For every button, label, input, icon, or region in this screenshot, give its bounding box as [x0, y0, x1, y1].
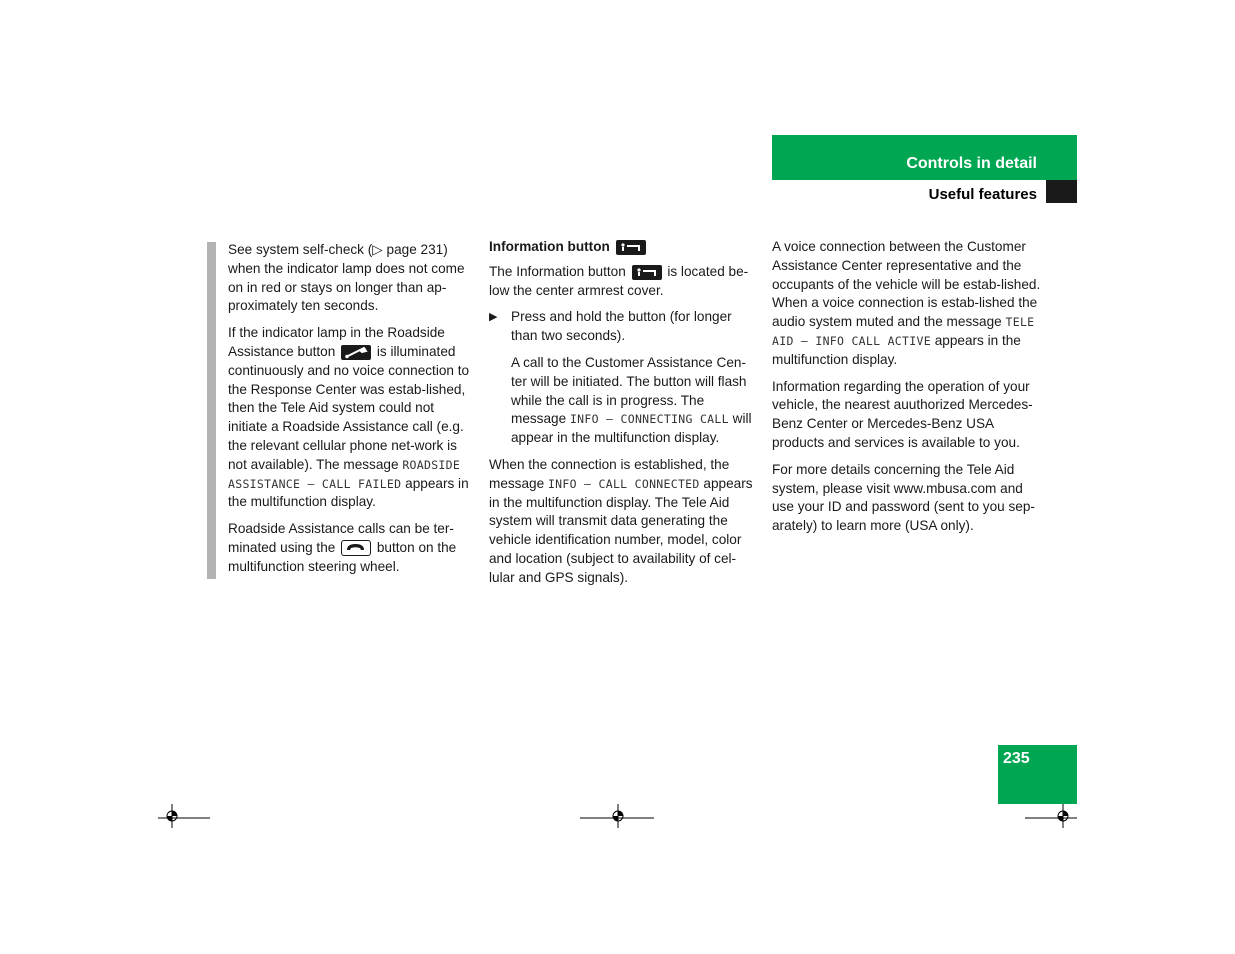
subsection-marker [1046, 180, 1077, 203]
display-message: TELE AID – INFO CALL ACTIVE [772, 315, 1035, 348]
page-number-box [998, 745, 1077, 804]
crop-mark-icon [158, 802, 212, 828]
column-left [228, 241, 476, 585]
paragraph-call-initiated: A call to the Customer Assistance Cen-ter will be initiated. The button will flash while the call is in progress. The message INFO – CONNECTING CALL will appear in the multifunction display. [511, 354, 752, 446]
section-title: Controls in detail [906, 155, 1037, 172]
column-middle [489, 238, 759, 596]
paragraph-self-check: See system self-check (▷ page 231) when the indicator lamp does not come on in red or stays on longer than ap-proximately ten seconds. [228, 242, 465, 314]
paragraph-connection-established: When the connection is established, the message INFO – CALL CONNECTED appears in the multifunction display. The Tele Aid system will transmit data generating the vehicle identification number, model, color and location (subject to availability of cel-lular and GPS signals). [489, 456, 753, 585]
info-button-icon [616, 240, 646, 255]
paragraph-more-details: For more details concerning the Tele Aid system, please visit www.mbusa.com and use your ID and password (sent to you sep-arately) to learn more (USA only). [772, 461, 1035, 534]
instruction-bullet: ▶ Press and hold the button (for longer than two seconds). [489, 309, 732, 344]
page-ref-arrow-icon: ▷ [372, 242, 383, 257]
info-button-icon [632, 265, 662, 280]
display-message: INFO – CALL CONNECTED [547, 476, 700, 491]
bullet-arrow-icon: ▶ [489, 311, 498, 324]
display-message: ROADSIDE ASSISTANCE – CALL FAILED [228, 457, 461, 491]
paragraph-information: Information regarding the operation of your vehicle, the nearest auuthorized Mercedes-Benz Center or Mercedes-Benz USA products and services is available to you. [772, 378, 1033, 450]
note-sidebar-bar [207, 242, 216, 579]
information-button-heading: Information button [489, 238, 759, 257]
paragraph-roadside-lamp: If the indicator lamp in the Roadside Assistance button is illuminated continuously and no voice connection to the Response Center was estab-lished, then the Tele Aid system could not initiate a Roadside Assistance call (e.g. the relevant cellular phone net-work is not available). The message ROADSIDE ASSISTANCE – CALL FAILED appears in the multifunction display. [228, 325, 470, 510]
phone-icon [341, 540, 371, 556]
display-message: INFO – CONNECTING CALL [569, 412, 729, 427]
paragraph-voice-connection: A voice connection between the Customer Assistance Center representative and the occupants of the vehicle will be estab-lished. When a voice connection is estab-lished the audio system muted and the message TELE AID – INFO CALL ACTIVE appears in the multifunction display. [772, 239, 1041, 367]
paragraph-terminate: Roadside Assistance calls can be ter-minated using the button on the multifunction steering wheel. [228, 521, 457, 574]
section-header [772, 135, 1077, 180]
paragraph-info-location: The Information button is located be-low the center armrest cover. [489, 263, 749, 298]
column-right [772, 238, 1044, 544]
crop-mark-icon [578, 802, 656, 828]
wrench-icon [341, 345, 371, 360]
crop-mark-icon [1023, 802, 1079, 828]
page-number: 235 [1003, 750, 1030, 767]
subsection-header [772, 180, 1077, 203]
subsection-title: Useful features [928, 186, 1037, 203]
